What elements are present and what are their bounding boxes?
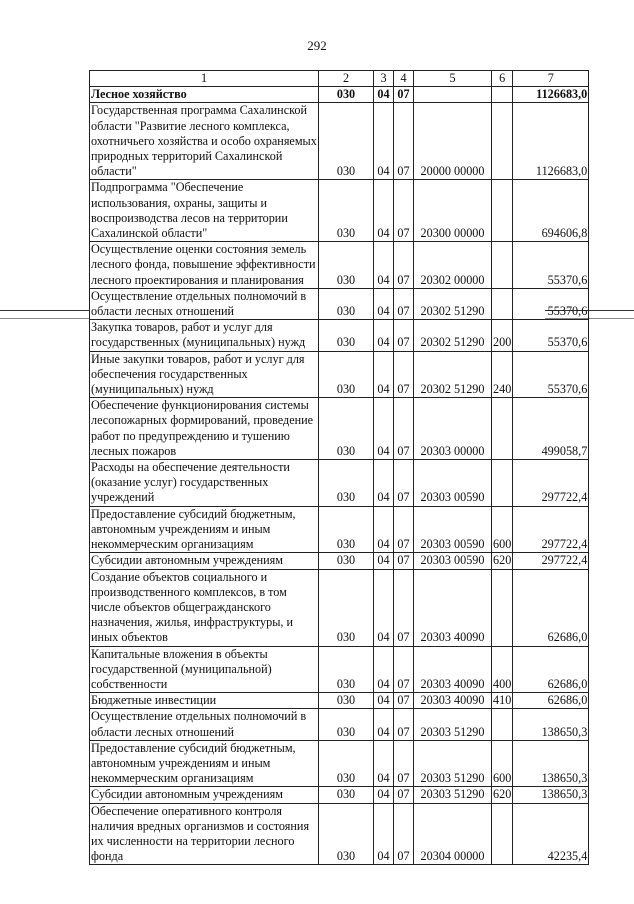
row-admin-code: 030: [319, 506, 374, 553]
row-amount: 55370,6: [513, 320, 589, 351]
table-row: [90, 242, 589, 289]
row-expense-type-code: [492, 87, 513, 103]
row-name: Бюджетные инвестиции: [90, 693, 319, 709]
row-admin-code: 030: [319, 803, 374, 865]
row-target-article-code: 20300 00000: [414, 180, 492, 242]
row-amount: 42235,4: [513, 803, 589, 865]
row-subsection-code: 07: [394, 506, 414, 553]
table-row: [90, 787, 589, 803]
row-section-code: 04: [374, 288, 394, 319]
row-admin-code: 030: [319, 180, 374, 242]
column-header: 7: [513, 71, 589, 87]
row-amount: 694606,8: [513, 180, 589, 242]
row-expense-type-code: [492, 803, 513, 865]
row-expense-type-code: 240: [492, 351, 513, 398]
row-section-code: 04: [374, 787, 394, 803]
row-expense-type-code: [492, 709, 513, 740]
row-expense-type-code: [492, 288, 513, 319]
row-amount: 55370,6: [513, 242, 589, 289]
row-name: Лесное хозяйство: [90, 87, 319, 103]
row-section-code: 04: [374, 103, 394, 180]
row-section-code: 04: [374, 506, 394, 553]
row-subsection-code: 07: [394, 693, 414, 709]
row-target-article-code: 20303 00590: [414, 506, 492, 553]
table-row: [90, 103, 589, 180]
row-admin-code: 030: [319, 740, 374, 787]
row-expense-type-code: [492, 460, 513, 507]
row-admin-code: 030: [319, 569, 374, 646]
row-subsection-code: 07: [394, 787, 414, 803]
table-row: [90, 646, 589, 693]
row-amount: 62686,0: [513, 646, 589, 693]
row-amount: 1126683,0: [513, 103, 589, 180]
row-name: Осуществление отдельных полномочий в области лесных отношений: [90, 288, 319, 319]
row-admin-code: 030: [319, 693, 374, 709]
row-expense-type-code: 620: [493, 553, 512, 568]
row-name: Обеспечение оперативного контроля наличия вредных организмов и состояния их численности на территории лесного фонда: [90, 803, 319, 865]
row-admin-code: 030: [319, 351, 374, 398]
row-name: Создание объектов социального и производственного комплексов, в том числе объектов общегражданского назначения, жилья, инфраструктуры, и иных объектов: [90, 569, 319, 646]
row-name: Иные закупки товаров, работ и услуг для обеспечения государственных (муниципальных) нужд: [90, 351, 319, 398]
row-amount: 138650,3: [513, 740, 589, 787]
row-expense-type-code: 600: [492, 740, 513, 787]
row-subsection-code: 07: [394, 180, 414, 242]
row-target-article-code: 20303 00000: [414, 398, 492, 460]
row-name: Субсидии автономным учреждениям: [90, 787, 319, 803]
row-subsection-code: 07: [394, 351, 414, 398]
row-amount: 62686,0: [513, 693, 589, 709]
table-row: [90, 320, 589, 351]
row-target-article-code: [414, 87, 492, 103]
row-target-article-code: 20302 00000: [414, 242, 492, 289]
row-subsection-code: 07: [394, 460, 414, 507]
column-header: 2: [319, 71, 374, 87]
row-subsection-code: 07: [394, 398, 414, 460]
row-section-code: 04: [374, 693, 394, 709]
row-expense-type-code: [492, 180, 513, 242]
table-row: [90, 803, 589, 865]
row-subsection-code: 07: [394, 740, 414, 787]
row-admin-code: 030: [319, 787, 374, 803]
scan-artifact-line: [0, 310, 89, 311]
row-admin-code: 030: [319, 709, 374, 740]
row-amount: 55370,6: [513, 288, 589, 319]
row-amount: 297722,4: [513, 460, 589, 507]
row-admin-code: 030: [319, 398, 374, 460]
table-row: [90, 351, 589, 398]
row-admin-code: 030: [319, 646, 374, 693]
row-amount: 62686,0: [513, 569, 589, 646]
table-row: [90, 398, 589, 460]
row-section-code: 04: [374, 460, 394, 507]
row-name: Субсидии автономным учреждениям: [90, 553, 319, 569]
row-subsection-code: 07: [394, 803, 414, 865]
row-name: Предоставление субсидий бюджетным, автономным учреждениям и иным некоммерческим организациям: [90, 740, 319, 787]
row-name: Обеспечение функционирования системы лесопожарных формирований, проведение работ по предупреждению и тушению лесных пожаров: [90, 398, 319, 460]
budget-table: [89, 70, 589, 865]
table-row: [90, 288, 589, 319]
row-target-article-code: 20302 51290: [414, 320, 492, 351]
row-target-article-code: 20302 51290: [414, 351, 492, 398]
row-section-code: 04: [374, 740, 394, 787]
row-amount: 499058,7: [513, 398, 589, 460]
row-subsection-code: 07: [394, 646, 414, 693]
row-section-code: 04: [374, 351, 394, 398]
table-row: [90, 693, 589, 709]
table-row: [90, 180, 589, 242]
page-number: 292: [307, 38, 327, 53]
column-header: 1: [90, 71, 319, 87]
table-row: [90, 709, 589, 740]
row-target-article-code: 20303 00590: [414, 460, 492, 507]
row-section-code: 04: [374, 553, 394, 569]
row-section-code: 04: [374, 569, 394, 646]
row-expense-type-code: 400: [492, 646, 513, 693]
row-name: Осуществление оценки состояния земель лесного фонда, повышение эффективности лесного проектирования и планирования: [90, 242, 319, 289]
row-admin-code: 030: [319, 553, 374, 569]
row-name: Закупка товаров, работ и услуг для государственных (муниципальных) нужд: [90, 320, 319, 351]
row-subsection-code: 07: [394, 87, 414, 103]
row-admin-code: 030: [319, 460, 374, 507]
row-admin-code: 030: [319, 87, 374, 103]
row-section-code: 04: [374, 242, 394, 289]
row-section-code: 04: [374, 398, 394, 460]
row-subsection-code: 07: [394, 553, 414, 569]
row-name: Капитальные вложения в объекты государственной (муниципальной) собственности: [90, 646, 319, 693]
row-target-article-code: 20303 51290: [414, 740, 492, 787]
row-subsection-code: 07: [394, 242, 414, 289]
row-name: Подпрограмма "Обеспечение использования, охраны, защиты и воспроизводства лесов на территории Сахалинской области": [90, 180, 319, 242]
row-amount: 138650,3: [513, 709, 589, 740]
row-name: Государственная программа Сахалинской области "Развитие лесного комплекса, охотничьего хозяйства и особо охраняемых природных территорий Сахалинской области": [91, 103, 317, 179]
row-subsection-code: 07: [394, 288, 414, 319]
row-amount: 297722,4: [513, 506, 589, 553]
row-target-article-code: 20303 00590: [414, 553, 492, 569]
table-row: [90, 553, 589, 569]
row-amount: 138650,3: [513, 787, 589, 803]
row-section-code: 04: [374, 646, 394, 693]
row-subsection-code: 07: [394, 320, 414, 351]
table-row: [90, 740, 589, 787]
row-subsection-code: 07: [394, 709, 414, 740]
row-amount: 55370,6: [513, 351, 589, 398]
row-section-code: 04: [374, 180, 394, 242]
row-subsection-code: 07: [394, 569, 414, 646]
column-header: 5: [414, 71, 492, 87]
row-admin-code: 030: [319, 103, 374, 180]
row-name: Предоставление субсидий бюджетным, автономным учреждениям и иным некоммерческим организациям: [90, 506, 319, 553]
row-target-article-code: 20303 40090: [414, 693, 492, 709]
row-target-article-code: 20303 51290: [414, 709, 492, 740]
row-expense-type-code: 410: [493, 693, 512, 708]
row-section-code: 04: [374, 709, 394, 740]
row-target-article-code: 20302 51290: [414, 288, 492, 319]
table-row: [90, 87, 589, 103]
row-target-article-code: 20303 51290: [414, 787, 492, 803]
row-name: Расходы на обеспечение деятельности (оказание услуг) государственных учреждений: [90, 460, 319, 507]
row-target-article-code: 20303 40090: [414, 646, 492, 693]
row-amount: 297722,4: [513, 553, 589, 569]
row-expense-type-code: [492, 398, 513, 460]
column-header: 3: [374, 71, 394, 87]
row-subsection-code: 07: [394, 103, 414, 180]
table-row: [90, 506, 589, 553]
row-expense-type-code: 200: [492, 320, 513, 351]
row-section-code: 04: [374, 87, 394, 103]
row-amount: 1126683,0: [513, 87, 589, 103]
row-expense-type-code: [492, 242, 513, 289]
row-target-article-code: 20304 00000: [414, 803, 492, 865]
row-section-code: 04: [374, 803, 394, 865]
row-section-code: 04: [374, 320, 394, 351]
table-row: [90, 569, 589, 646]
row-admin-code: 030: [319, 320, 374, 351]
scan-artifact-line: [0, 318, 89, 319]
row-expense-type-code: 600: [492, 506, 513, 553]
table-row: [90, 460, 589, 507]
row-expense-type-code: [492, 569, 513, 646]
row-expense-type-code: 620: [493, 787, 512, 802]
column-header: 4: [394, 71, 414, 87]
row-target-article-code: 20303 40090: [414, 569, 492, 646]
row-admin-code: 030: [319, 288, 374, 319]
row-name: Осуществление отдельных полномочий в области лесных отношений: [90, 709, 319, 740]
row-target-article-code: 20000 00000: [414, 103, 492, 180]
row-admin-code: 030: [319, 242, 374, 289]
column-header: 6: [492, 71, 513, 87]
table-header-row: [90, 71, 589, 87]
row-expense-type-code: [492, 103, 513, 180]
